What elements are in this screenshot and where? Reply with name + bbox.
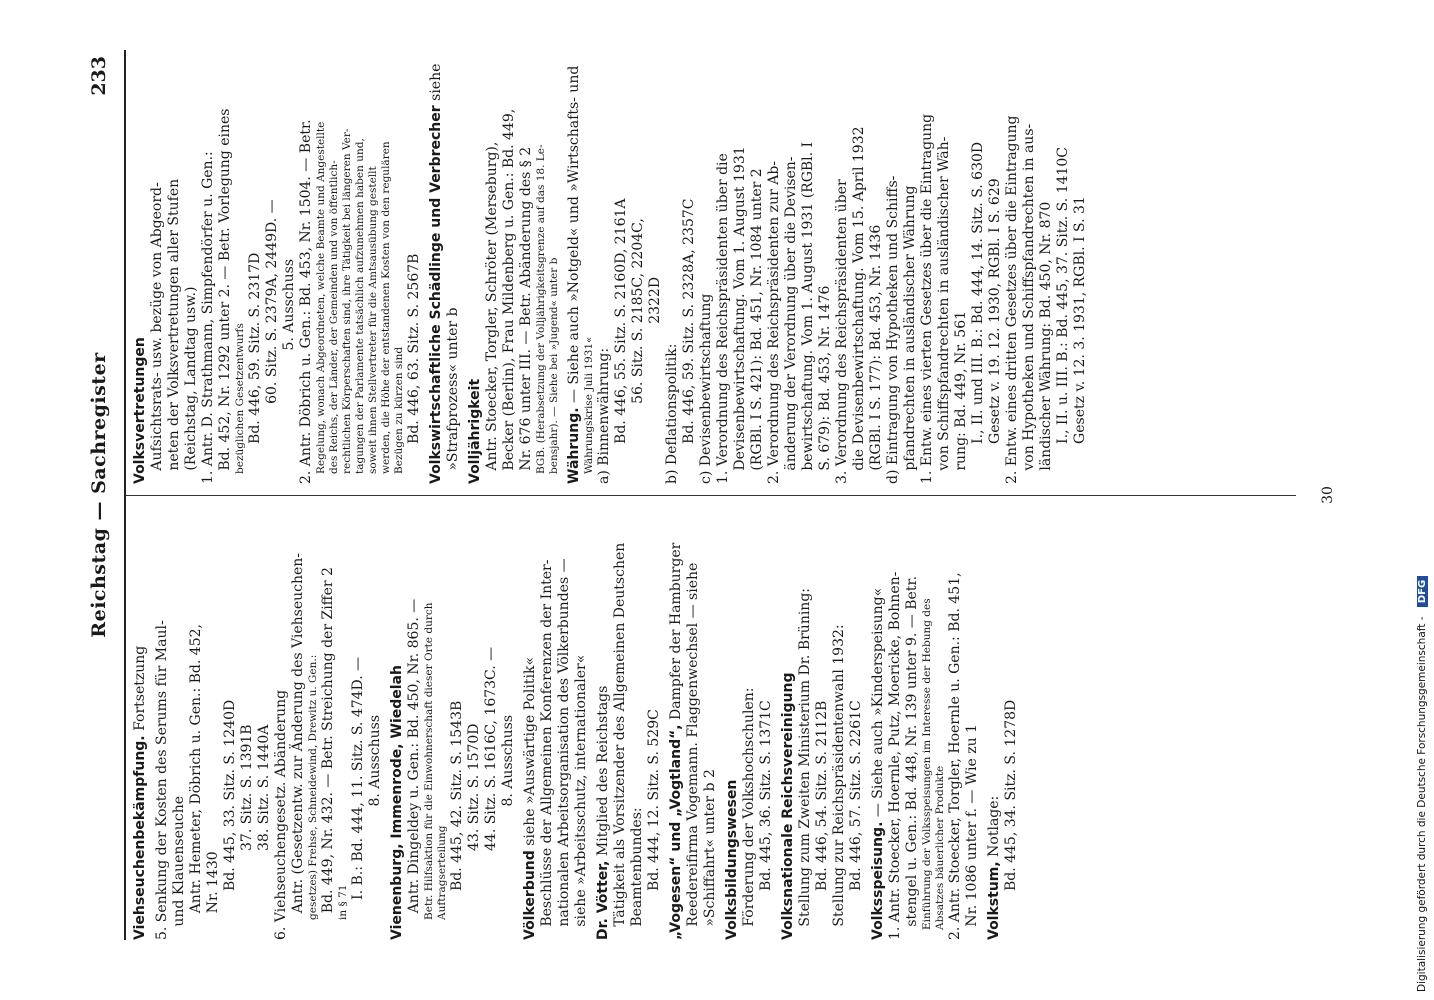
entry-line: Bd. 446, 59. Sitz. S. 2328A, 2357C [681, 198, 697, 484]
dfg-logo: DFG [1417, 576, 1428, 607]
entry-line: Bd. 446, 55. Sitz. S. 2160D, 2161A [613, 198, 629, 484]
entry-line: Antr. Stoecker, Torgler, Schröter (Merseburg), [484, 141, 500, 484]
entry-line: Nr. 676 unter III. — Betr. Abänderung des § 2 [518, 146, 534, 484]
entry-line: Bd. 446, 54. Sitz. S. 2112B [814, 700, 830, 940]
entry-line: Einführung der Volksspeisungen im Interesse der Hebung des [921, 598, 933, 940]
entry-line: pfandrechten in ausländischer Währung [902, 185, 918, 484]
entry-line: Dampfer der Hamburger [668, 542, 684, 720]
entry-line: 8. Ausschuss [500, 714, 516, 940]
entry-line: 6. Viehseuchengesetz. Abänderung [273, 689, 289, 940]
entry-line: 56. Sitz. S. 2185C, 2204C, [630, 218, 646, 484]
entry-line: Stellung zur Reichspräsidentenwahl 1932: [831, 624, 847, 940]
entry-line: 38. Sitz. S. 1440A [256, 724, 272, 940]
entry-line: c) Devisenbewirtschaftung [698, 293, 714, 484]
index-entry [566, 54, 1089, 484]
entry-line: 1. Entw. eines vierten Gesetzes über die Eintragung [919, 113, 935, 484]
entry-line: Auftragserteilung [436, 825, 448, 940]
digitization-credit [1416, 2, 1434, 992]
entry-line: Devisenbewirtschaftung. Vom 1. August 1931 [732, 146, 748, 484]
entry-line: die Devisenbewirtschaftung. Vom 15. April 1932 [851, 126, 867, 484]
entry-line: (RGBl. I S. 177): Bd. 453, Nr. 1436 [868, 224, 884, 484]
entry-line: Aufsichtsrats- usw. bezüge von Abgeord- [149, 182, 165, 484]
entry-line: rung: Bd. 449, Nr. 561 [953, 310, 969, 484]
entry-line: Regelung, wonach Abgeordneten, welche Beamte und Angestellte [315, 121, 327, 484]
entry-line: Gesetz v. 12. 3. 1931, RGBl. I S. 31 [1072, 196, 1088, 484]
entry-line: Antr. Dingeldey u. Gen.: Bd. 450, Nr. 865. — [406, 598, 422, 940]
entry-line: BGB. (Herabsetzung der Volljährigkeitsgrenze auf das 18. Le- [535, 144, 547, 484]
signature-number: 30 [1320, 486, 1336, 504]
entry-line: von Schiffspfandrechten in ausländischer Wäh- [936, 136, 952, 484]
entry-heading: Volkswirtschaftliche Schädlinge und Verbrecher [428, 105, 444, 484]
entry-heading: Vienenburg, Immenrode, Wiedelah [389, 665, 405, 940]
entry-heading: „Vogesen“ und „Vogtland“, [668, 724, 684, 940]
entry-line: tagungen der Parlamente tatsächlich aufzunehmen haben und, [354, 138, 366, 484]
entry-line: 44. Sitz. S. 1616C, 1673C. — [483, 646, 499, 940]
entry-line: neten der Volksvertretungen aller Stufen [166, 178, 182, 484]
entry-line: Becker (Berlin), Frau Mildenberg u. Gen.: Bd. 449, [501, 108, 517, 484]
index-entry [154, 510, 384, 940]
entry-line: nationalen Arbeitsorganisation des Völkerbundes — [556, 558, 572, 940]
index-entry [780, 510, 865, 940]
entry-heading: Volksbildungswesen [724, 779, 740, 940]
entry-line: S. 679): Bd. 453, Nr. 1476 [817, 285, 833, 484]
entry-line: 8. Ausschuss [367, 714, 383, 940]
entry-line: änderung der Verordnung über die Devisen- [783, 156, 799, 484]
entry-line: (Reichstag, Landtag usw.) [183, 286, 199, 484]
entry-heading: Volksspeisung. [870, 821, 886, 940]
entry-line: Bezügen zu kürzen sind [393, 346, 405, 484]
left-column [132, 510, 1025, 940]
entry-line: »Schiffahrt« unter b 2 [702, 769, 718, 940]
entry-line: Bd. 444, 12. Sitz. S. 529C [646, 709, 662, 940]
entry-line: 37. Sitz. S. 1391B [239, 724, 255, 940]
entry-line: Förderung der Volkshochschulen: [741, 687, 757, 940]
entry-line: Bd. 446, 59. Sitz. S. 2317D [247, 252, 263, 484]
entry-line: soweit ihnen Stellvertreter für die Amtsausübung gestellt [367, 166, 379, 484]
entry-line: und Klauenseuche [171, 795, 187, 940]
index-entry [870, 510, 981, 940]
entry-line: siehe [428, 63, 444, 101]
entry-heading: Völkerbund [522, 850, 538, 940]
entry-line: 1. Verordnung des Reichspräsidenten über die [715, 153, 731, 484]
entry-line: stengel u. Gen.: Bd. 448, Nr. 139 unter 9. — Betr. [904, 575, 920, 940]
entry-line: Bd. 452, Nr. 1292 unter 2. — Betr. Vorlegung eines [217, 108, 233, 484]
entry-line: 3. Verordnung des Reichspräsidenten über [834, 179, 850, 484]
entry-line: 2. Antr. Stoecker, Torgler, Hoernle u. Gen.: Bd. 451, [947, 572, 963, 940]
entry-line: 2322D [647, 276, 663, 484]
entry-line: Bd. 445, 34. Sitz. S. 1278D [1003, 699, 1019, 940]
entry-line: Tätigkeit als Vorsitzender des Allgemeinen Deutschen [612, 542, 628, 940]
right-column [132, 54, 1094, 484]
entry-line: Notlage: [986, 795, 1002, 857]
entry-heading: Viehseuchenbekämpfung. [132, 735, 148, 940]
entry-line: bewirtschaftung. Vom 1. August 1931 (RGBl. I [800, 141, 816, 484]
entry-line: Antr. (Gesetzentw. zur Änderung des Viehseuchen- [290, 552, 306, 940]
entry-line: (RGBl. I S. 421): Bd. 451, Nr. 1084 unter 2 [749, 168, 765, 484]
entry-heading: Volksnationale Reichsvereinigung [780, 672, 796, 940]
entry-line: 43. Sitz. S. 1570D [466, 723, 482, 940]
entry-line: bensjahr). — Siehe bei »Jugend« unter b [548, 257, 560, 484]
entry-line: — Siehe auch »Notgeld« und »Wirtschafts- und [566, 65, 582, 403]
index-entry [467, 54, 561, 484]
rotated-document-page [80, 50, 1380, 940]
entry-line: rechtlichen Körperschaften sind, ihre Tätigkeit bei längeren Ver- [341, 128, 353, 484]
entry-line: Absatzes bäuerlicher Produkte [934, 765, 946, 940]
index-entry [132, 510, 149, 940]
entry-line: siehe »Arbeitsschutz, internationaler« [573, 654, 589, 940]
entry-line: Gesetz v. 19. 12. 1930, RGBl. I S. 629 [987, 178, 1003, 484]
entry-line: 2. Entw. eines dritten Gesetzes über die Eintragung [1004, 115, 1020, 484]
entry-line: siehe »Auswärtige Politik« [522, 656, 538, 846]
entry-line: Bd. 446, 57. Sitz. S. 2261C [848, 700, 864, 940]
entry-line: I., II. u. III. B.: Bd. 445, 37. Sitz. S. 1410C [1055, 147, 1071, 484]
index-entry [595, 510, 663, 940]
entry-line: Reedereifirma Vogemann. Flaggenwechsel — siehe [685, 562, 701, 940]
entry-line: — Siehe auch »Kinderspeisung« [870, 587, 886, 818]
index-entry [668, 510, 719, 940]
entry-line: Nr. 1430 [205, 851, 221, 940]
index-entry [724, 510, 775, 940]
entry-line: Bd. 445, 42. Sitz. S. 1543B [449, 700, 465, 940]
running-head [80, 50, 124, 940]
entry-line: Fortsetzung [132, 645, 148, 731]
entry-heading: Volkstum, [986, 861, 1002, 940]
entry-heading: Dr. Vötter, [595, 860, 611, 940]
entry-line: von Hypotheken und Schiffspfandrechten in aus- [1021, 123, 1037, 484]
index-entry [389, 510, 517, 940]
entry-line: Währungskrise Juli 1931« [583, 336, 595, 484]
entry-line: »Strafprozess« unter b [445, 307, 461, 484]
index-entry [986, 510, 1020, 940]
entry-line: 1. Antr. D. Strathmann, Simpfendörfer u. Gen.: [200, 151, 216, 484]
running-head-title: Reichstag — Sachregister [88, 352, 110, 638]
entry-line: b) Deflationspolitik: [664, 343, 680, 484]
entry-line: d) Eintragung von Hypotheken und Schiffs- [885, 175, 901, 484]
entry-line: Nr. 1086 unter f. — Wie zu 1 [964, 724, 980, 940]
entry-line: Bd. 449, Nr. 432. — Betr. Streichung der Ziffer 2 [320, 567, 336, 940]
index-entry [132, 54, 423, 484]
entry-line: 2. Verordnung des Reichspräsidenten zur Ab- [766, 160, 782, 484]
credit-text: Digitalisierung gefördert durch die Deutsche Forschungsgemeinschaft - [1416, 616, 1428, 992]
entry-line: Betr. Hilfsaktion für die Einwohnerschaft dieser Orte durch [423, 602, 435, 940]
entry-line: 1. Antr. Stoecker, Hoernle, Putz, Moericke, Bohnen- [887, 571, 903, 940]
entry-line: werden, die Höhe der entstandenen Kosten von den regulären [380, 141, 392, 484]
entry-line: 5. Ausschuss [281, 258, 297, 484]
entry-line: Bd. 445, 33. Sitz. S. 1240D [222, 699, 238, 940]
index-entry [428, 54, 462, 484]
entry-line: gesetzes) Frehse, Schneidewind, Drewitz u. Gen.: [307, 654, 319, 940]
entry-line: I., II. und III. B.: Bd. 444, 14. Sitz. S. 630D [970, 141, 986, 484]
page-number: 233 [88, 56, 110, 96]
entry-heading: Volksvertretungen [132, 337, 148, 484]
entry-line: 5. Senkung der Kosten des Serums für Maul- [154, 620, 170, 940]
entry-line: 2. Antr. Döbrich u. Gen.: Bd. 453, Nr. 1504. — Betr. [298, 119, 314, 484]
entry-heading: Volljährigkeit [467, 378, 483, 484]
entry-line: bezüglichen Gesetzentwurfs [234, 323, 246, 484]
entry-line: des Reichs, der Länder, der Gemeinden und von öffentlich- [328, 160, 340, 484]
entry-line: Mitglied des Reichstags [595, 685, 611, 857]
entry-line: Beschlüsse der Allgemeinen Konferenzen der Inter- [539, 559, 555, 940]
entry-line: Bd. 445, 36. Sitz. S. 1371C [758, 700, 774, 940]
entry-line: Antr. Hemeter, Döbrich u. Gen.: Bd. 452, [188, 624, 204, 940]
index-entry [522, 510, 590, 940]
entry-line: 60. Sitz. S. 2379A, 2449D. — [264, 199, 280, 484]
entry-line: Beamtenbundes: [629, 807, 645, 940]
entry-line: in § 71 [337, 884, 349, 940]
entry-line: Bd. 446, 63. Sitz. S. 2567B [406, 253, 422, 484]
entry-line: ländischer Währung: Bd. 450, Nr. 870 [1038, 201, 1054, 484]
entry-heading: Währung. [566, 407, 582, 484]
entry-line: Stellung zum Zweiten Ministerium Dr. Brüning: [797, 587, 813, 940]
column-divider [126, 495, 1296, 496]
entry-line: a) Binnenwährung: [596, 347, 612, 484]
entry-line: I. B.: Bd. 444, 11. Sitz. S. 474D. — [350, 656, 366, 940]
